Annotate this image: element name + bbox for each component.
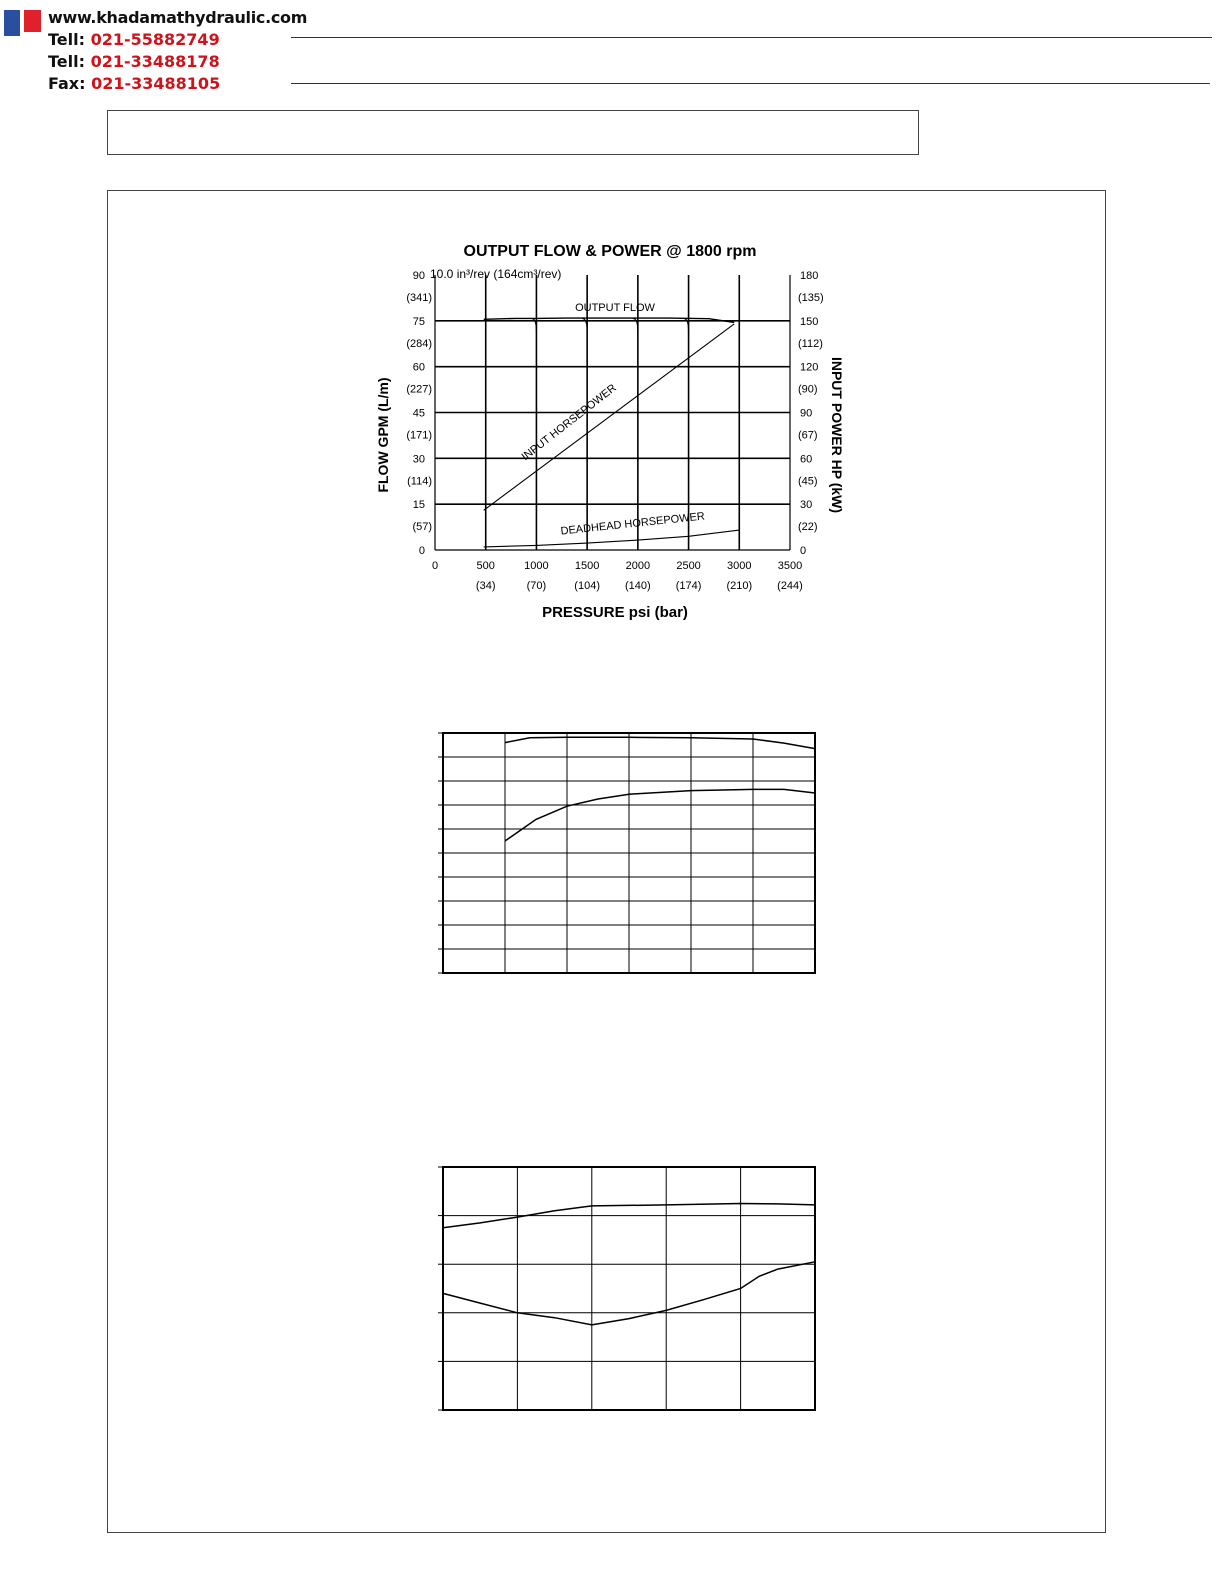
x-tick-label: 3500: [777, 560, 803, 572]
y2-tick-label: 60: [800, 453, 813, 466]
y2-tick-sublabel: (45): [798, 475, 818, 488]
phone-line-1: [48, 29, 307, 51]
y2-tick-sublabel: (112): [798, 337, 823, 350]
x-tick-sublabel: (174): [675, 580, 702, 592]
x-tick-label: 1500: [574, 560, 600, 572]
phone-line-2: [48, 51, 307, 73]
website-link[interactable]: www.khadamathydraulic.com: [48, 8, 308, 27]
y-tick-sublabel: (57): [412, 521, 432, 534]
chart-title: OUTPUT FLOW & POWER @ 1800 rpm: [463, 243, 757, 260]
phone-number: 021-55882749: [90, 30, 220, 49]
phone-label: Tell:: [48, 30, 86, 49]
series-label-input-horsepower: INPUT HORSEPOWER: [519, 382, 619, 464]
y-tick-label: 30: [412, 453, 425, 466]
performance-chart-2: [420, 720, 840, 990]
y-tick-label: 0: [418, 545, 425, 557]
output-flow-power-chart: [360, 230, 860, 630]
phone-number: 021-33488178: [90, 52, 220, 71]
y-tick-label: 60: [412, 361, 425, 374]
y2-tick-label: 30: [800, 499, 813, 512]
y-tick-label: 90: [412, 270, 425, 282]
series-line-0: [505, 737, 815, 748]
header-rule-top: [291, 37, 1212, 38]
x-tick-label: 500: [476, 560, 495, 572]
x-axis-title: PRESSURE psi (bar): [542, 604, 688, 621]
x-tick-label: 2500: [676, 560, 701, 572]
y-axis-title: FLOW GPM (L/m): [375, 377, 391, 493]
logo-red-block: [24, 10, 41, 32]
x-tick-sublabel: (70): [526, 580, 547, 592]
x-tick-sublabel: (104): [574, 580, 600, 592]
performance-chart-3: [420, 1150, 840, 1430]
y2-tick-label: 120: [800, 361, 819, 374]
y-tick-label: 45: [412, 407, 425, 420]
y2-axis-title: INPUT POWER HP (kW): [829, 356, 845, 514]
fax-label: Fax:: [48, 74, 86, 93]
y-tick-sublabel: (284): [406, 337, 432, 350]
y-tick-sublabel: (341): [406, 292, 432, 304]
header-contact: [48, 7, 307, 95]
x-tick-label: 1000: [524, 560, 549, 572]
y2-tick-sublabel: (67): [798, 429, 818, 442]
y2-tick-label: 180: [800, 270, 819, 282]
series-line-2: [484, 530, 740, 547]
title-box: [107, 110, 919, 155]
fax-number: 021-33488105: [91, 74, 221, 93]
series-label-output-flow: OUTPUT FLOW: [575, 302, 655, 314]
y-tick-sublabel: (227): [406, 383, 432, 396]
y2-tick-sublabel: (90): [798, 383, 818, 396]
series-line-1: [505, 789, 815, 841]
y-tick-sublabel: (171): [406, 429, 432, 442]
phone-label: Tell:: [48, 52, 86, 71]
x-tick-sublabel: (34): [475, 580, 496, 592]
y2-tick-label: 150: [800, 315, 819, 328]
y-tick-sublabel: (114): [407, 475, 432, 488]
x-tick-sublabel: (140): [625, 580, 651, 592]
x-tick-sublabel: (244): [777, 580, 803, 592]
series-line-1: [443, 1262, 815, 1325]
chart-subtitle: 10.0 in³/rev (164cm³/rev): [430, 267, 562, 281]
y2-tick-sublabel: (22): [798, 521, 818, 534]
x-tick-label: 0: [431, 560, 439, 572]
x-tick-label: 3000: [727, 560, 752, 572]
series-line-1: [484, 324, 735, 510]
y-tick-label: 75: [412, 315, 425, 328]
y2-tick-label: 0: [800, 545, 807, 557]
x-tick-sublabel: (210): [726, 580, 753, 592]
logo-blue-block: [4, 10, 20, 36]
fax-line: [48, 73, 307, 95]
series-label-deadhead-horsepower: DEADHEAD HORSEPOWER: [560, 510, 706, 538]
x-tick-label: 2000: [625, 560, 651, 572]
header-rule-bottom: [291, 83, 1210, 84]
y2-tick-label: 90: [800, 407, 813, 420]
y-tick-label: 15: [412, 499, 425, 512]
y2-tick-sublabel: (135): [798, 292, 824, 304]
